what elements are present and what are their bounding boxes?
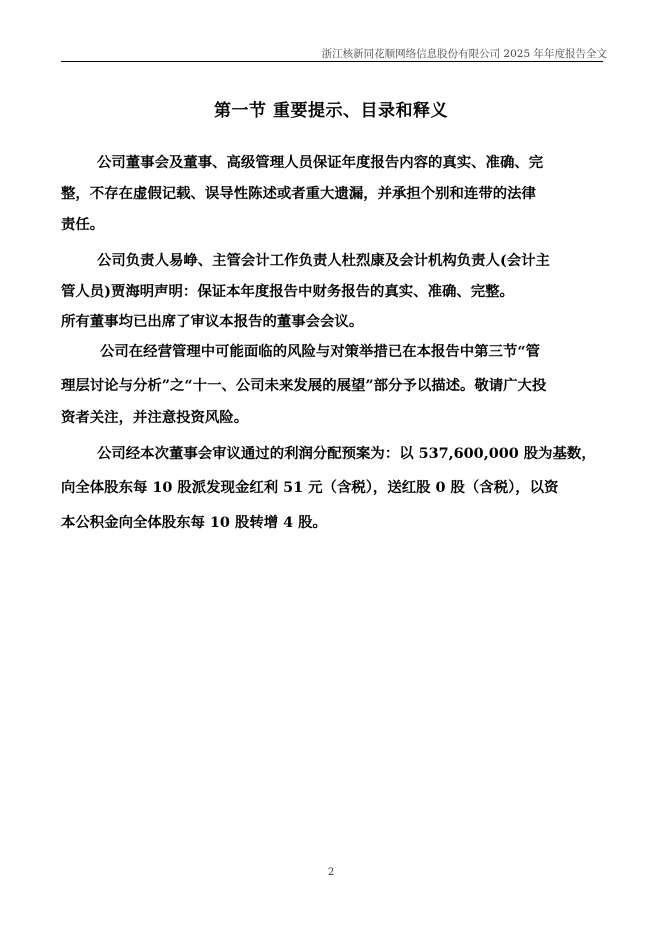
paragraph-1-line-1: 公司董事会及董事、高级管理人员保证年度报告内容的真实、准确、完 [97, 154, 544, 171]
section-title: 第一节 重要提示、目录和释义 [214, 101, 448, 121]
page-number: 2 [327, 867, 335, 878]
paragraph-3-line-1: 所有董事均已出席了审议本报告的董事会会议。 [61, 313, 364, 330]
paragraph-2-line-1: 公司负责人易峥、主管会计工作负责人杜烈康及会计机构负责人(会计主 [97, 252, 550, 269]
paragraph-5-line-1: 公司经本次董事会审议通过的利润分配预案为：以 537,600,000 股为基数， [97, 445, 596, 462]
header-rule [61, 61, 603, 62]
paragraph-4-line-3: 资者关注，并注意投资风险。 [61, 409, 249, 426]
paragraph-5-line-3: 本公积金向全体股东每 10 股转增 4 股。 [61, 514, 327, 531]
paragraph-1-line-3: 责任。 [61, 216, 105, 233]
paragraph-2-line-2: 管人员)贾海明声明：保证本年度报告中财务报告的真实、准确、完整。 [61, 283, 514, 300]
running-header: 浙江核新同花顺网络信息股份有限公司 2025 年年度报告全文 [321, 48, 607, 60]
paragraph-5-line-2: 向全体股东每 10 股派发现金红利 51 元（含税），送红股 0 股（含税），以资 [61, 479, 559, 496]
paragraph-1-line-2: 整，不存在虚假记载、误导性陈述或者重大遗漏，并承担个别和连带的法律 [61, 185, 536, 202]
paragraph-4-line-1: 公司在经营管理中可能面临的风险与对策举措已在本报告中第三节“管 [100, 343, 540, 360]
paragraph-4-line-2: 理层讨论与分析”之“十一、公司未来发展的展望”部分予以描述。敬请广大投 [61, 377, 547, 394]
